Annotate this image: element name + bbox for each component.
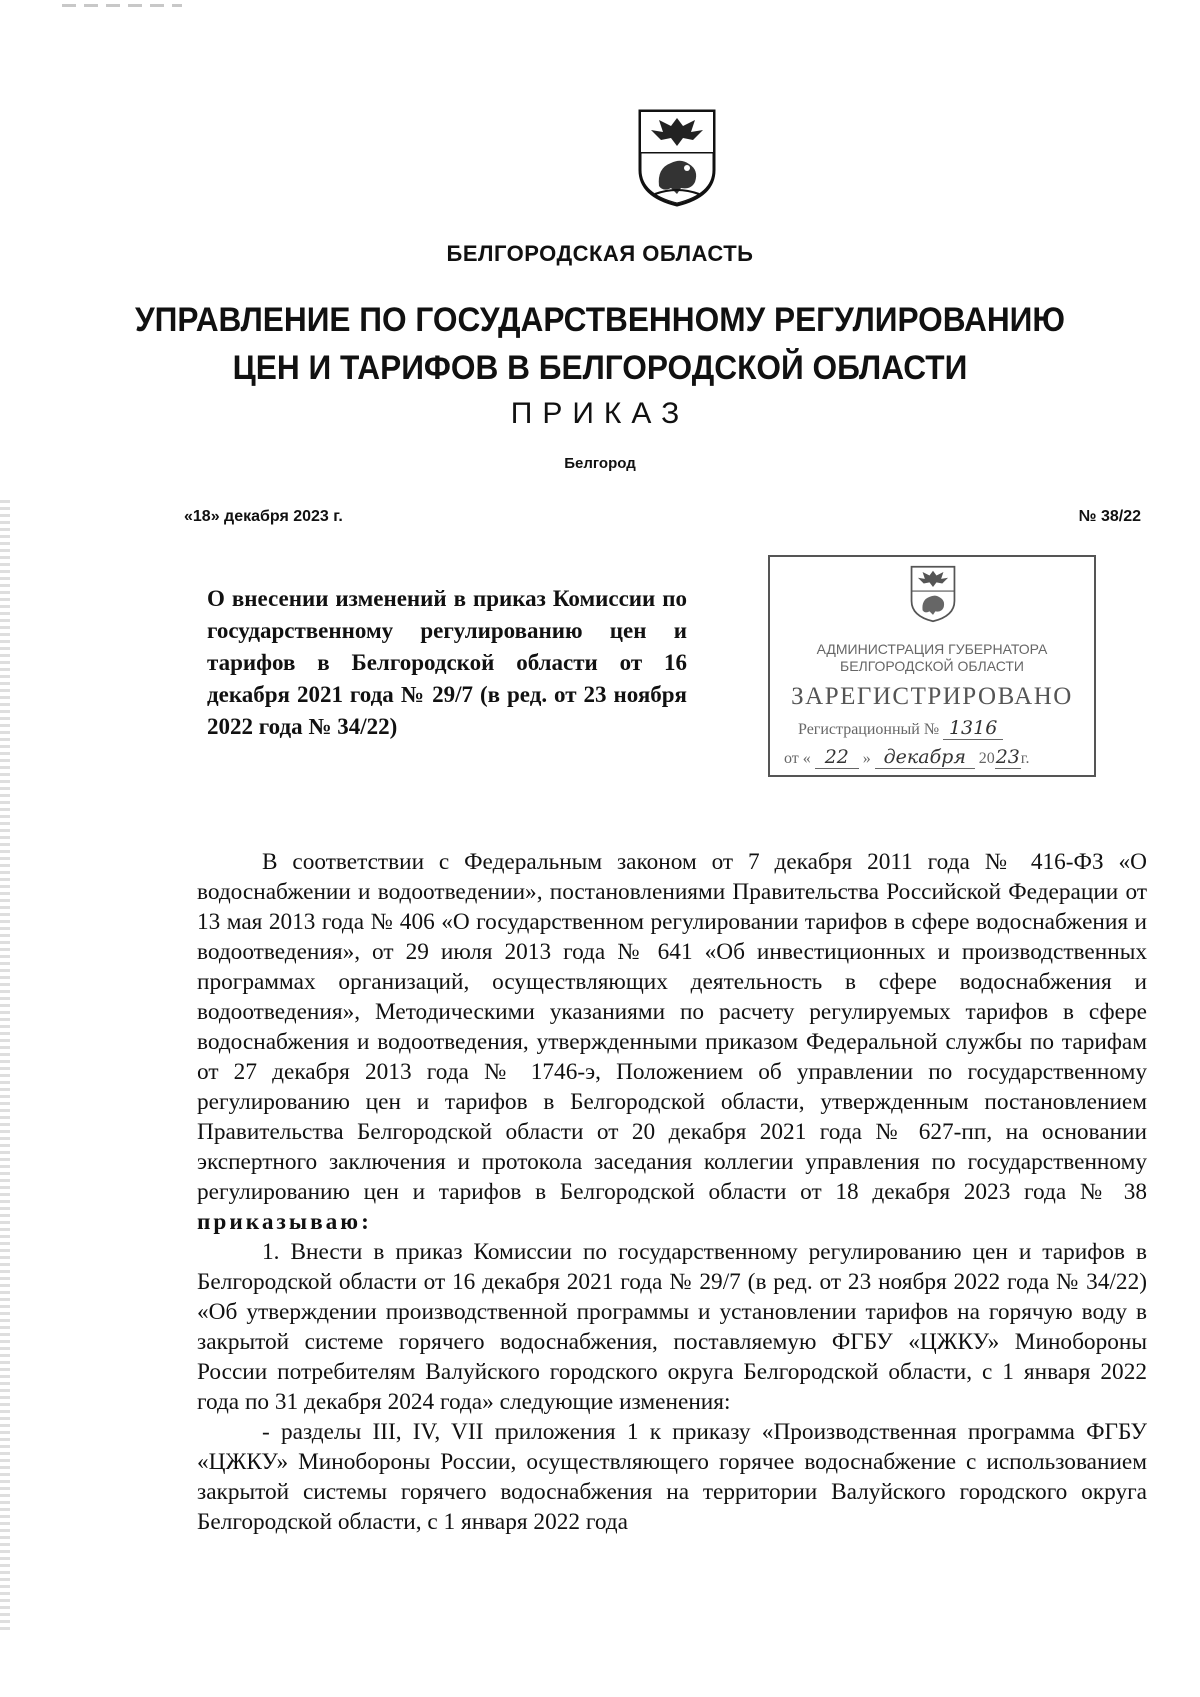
stamp-day-close: »: [862, 750, 871, 767]
document-body: [197, 847, 1147, 1537]
scan-artifact-top: [62, 4, 182, 7]
stamp-date-row: [784, 746, 1088, 769]
coat-of-arms-emblem: [637, 108, 717, 208]
organization-name-line1: УПРАВЛЕНИЕ ПО ГОСУДАРСТВЕННОМУ РЕГУЛИРОВАНИЮ: [134, 301, 1066, 339]
document-type: ПРИКАЗ: [510, 397, 690, 430]
stamp-reg-number-handwritten: 1316: [943, 717, 1003, 740]
body-paragraph-preamble: [197, 847, 1147, 1237]
organization-name-line2: ЦЕН И ТАРИФОВ В БЕЛГОРОДСКОЙ ОБЛАСТИ: [232, 349, 968, 387]
body-paragraph-item1-subitem: - разделы III, IV, VII приложения 1 к приказу «Производственная программа ФГБУ «ЦЖКУ» Минобороны России, осуществляющего горячее водоснабжение с использованием закрытой системы горячего водоснабжения на территории Валуйского городского округа Белгородской области, с 1 января 2022 года: [197, 1419, 1147, 1535]
stamp-from-label: от «: [784, 750, 811, 767]
stamp-issuer-line2: БЕЛГОРОДСКОЙ ОБЛАСТИ: [840, 658, 1024, 674]
stamp-reg-number-row: [798, 717, 1086, 740]
city-name: Белгород: [564, 455, 636, 472]
registration-stamp: [768, 555, 1096, 777]
stamp-day-handwritten: 22: [815, 746, 859, 769]
scan-artifact-left-edge: [0, 500, 10, 1630]
preamble-text: В соответствии с Федеральным законом от 7 декабря 2011 года № 416-ФЗ «О водоснабжении и водоотведении», постановлениями Правительства Российской Федерации от 13 мая 2013 года № 406 «О государственном регулировании тарифов в сфере водоснабжения и водоотведения», от 29 июля 2013 года № 641 «Об инвестиционных и производственных программах организаций, осуществляющих деятельность в сфере водоснабжения и водоотведения», Методическими указаниями по расчету регулируемых тарифов в сфере водоснабжения и водоотведения, утвержденными приказом Федеральной службы по тарифам от 27 декабря 2013 года № 1746-э, Положением об управлении по государственному регулированию цен и тарифов в Белгородской области, утвержденным постановлением Правительства Белгородской области от 20 декабря 2021 года № 627-пп, на основании экспертного заключения и протокола заседания коллегии управления по государственному регулированию цен и тарифов в Белгородской области от 18 декабря 2023 года № 38: [197, 849, 1147, 1205]
stamp-issuer-line1: АДМИНИСТРАЦИЯ ГУБЕРНАТОРА: [816, 641, 1048, 657]
stamp-year-handwritten: 23: [995, 746, 1020, 768]
document-number: № 38/22: [1078, 508, 1141, 525]
body-paragraph-item1: 1. Внести в приказ Комиссии по государственному регулированию цен и тарифов в Белгородской области от 16 декабря 2021 года № 29/7 (в ред. от 23 ноября 2022 года № 34/22) «Об утверждении производственной программы и установлении тарифов на горячую воду в закрытой системе горячего водоснабжения, поставляемую ФГБУ «ЦЖКУ» Минобороны России потребителям Валуйского городского округа Белгородской области, с 1 января 2022 года по 31 декабря 2024 года» следующие изменения:: [197, 1239, 1147, 1415]
stamp-month-handwritten: декабря: [875, 746, 975, 769]
stamp-registered-label: ЗАРЕГИСТРИРОВАНО: [791, 683, 1073, 710]
document-date: «18» декабря 2023 г.: [184, 508, 343, 525]
organization-name: [42, 296, 1158, 392]
stamp-year-prefix: 20: [978, 750, 995, 767]
stamp-emblem-icon: [908, 565, 958, 623]
stamp-year-end: г.: [1020, 750, 1030, 767]
order-keyword: приказываю:: [197, 1209, 372, 1235]
stamp-reg-number-label: Регистрационный №: [798, 721, 940, 738]
document-subject: О внесении изменений в приказ Комиссии по государственному регулированию цен и тарифов в Белгородской области от 16 декабря 2021 года № 29/7 (в ред. от 23 ноября 2022 года № 34/22): [207, 586, 687, 739]
region-name: БЕЛГОРОДСКАЯ ОБЛАСТЬ: [446, 241, 754, 266]
